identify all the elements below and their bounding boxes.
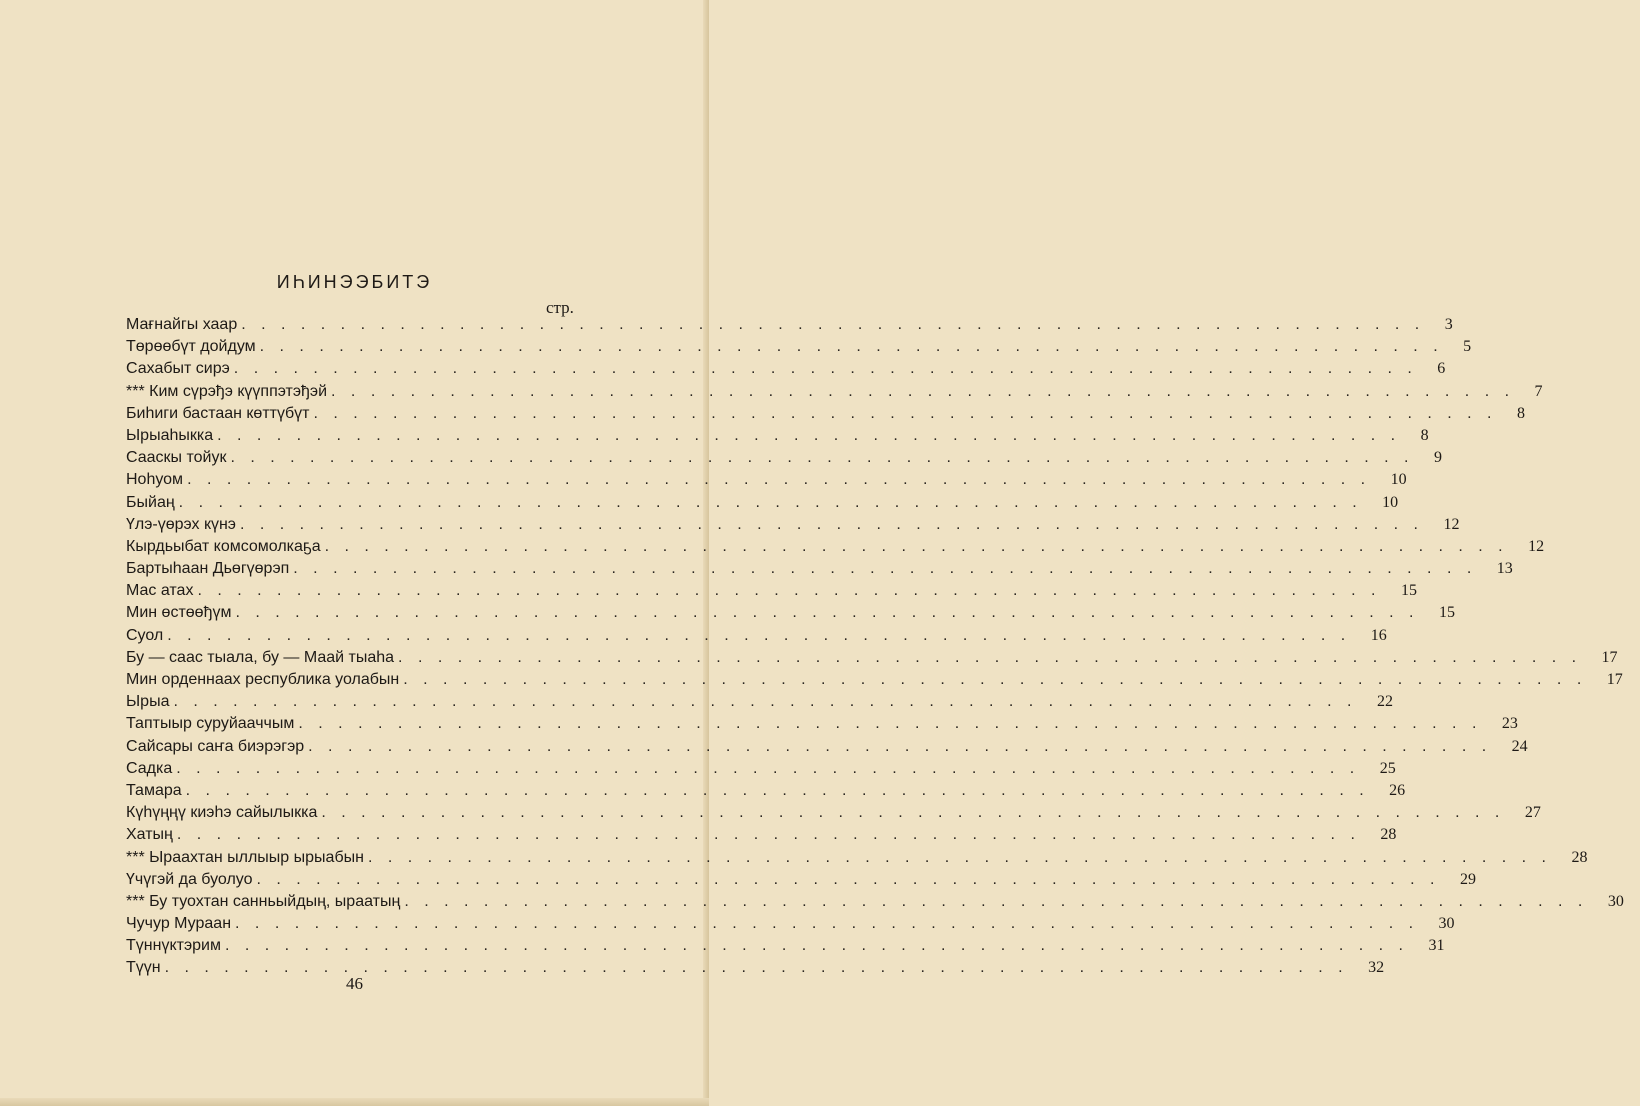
toc-leader-dots: . . . . . . . . . . . . . . . . . . . . . . . . . . . . . . . . . . . . . . . . . . . . . . . . . . . . . . . . . . . . (308, 737, 1492, 755)
toc-entry-page: 9 (1433, 449, 1442, 467)
toc-entry-page: 10 (1390, 471, 1407, 489)
toc-entry-page: 6 (1437, 360, 1446, 378)
toc-entry-title: Ырыа (126, 693, 170, 711)
toc-leader-dots: . . . . . . . . . . . . . . . . . . . . . . . . . . . . . . . . . . . . . . . . . . . . . . . . . . . . . . . . . . . . (398, 648, 1582, 666)
toc-entry (126, 382, 1543, 405)
toc-leader-dots: . . . . . . . . . . . . . . . . . . . . . . . . . . . . . . . . . . . . . . . . . . . . . . . . . . . . . . . . . . . . (178, 493, 1363, 511)
toc-entry-page: 25 (1379, 759, 1396, 777)
toc-entry-page: 13 (1496, 560, 1513, 578)
toc-entry-title: Хатың (126, 826, 173, 844)
toc-entry-title: Чучур Мураан (126, 915, 232, 933)
toc-entry-title: Күһүңңү киэһэ сайылыкка (126, 804, 318, 822)
toc-leader-dots: . . . . . . . . . . . . . . . . . . . . . . . . . . . . . . . . . . . . . . . . . . . . . . . . . . . . . . . . . . . . (187, 471, 1371, 489)
toc-entry (126, 338, 1472, 360)
toc-leader-dots: . . . . . . . . . . . . . . . . . . . . . . . . . . . . . . . . . . . . . . . . . . . . . . . . . . . . . . . . . . . . (331, 382, 1515, 400)
toc-entry-title: Ырыаһыкка (126, 426, 214, 444)
toc-entry-page: 29 (1460, 870, 1476, 888)
toc-leader-dots: . . . . . . . . . . . . . . . . . . . . . . . . . . . . . . . . . . . . . . . . . . . . . . . . . . . . . . . . . . . . (164, 959, 1349, 977)
toc-entry-page: 3 (1444, 316, 1453, 333)
toc-entry (126, 493, 1399, 516)
toc-entry-title: Суол (126, 626, 164, 644)
toc-entry (126, 870, 1476, 893)
toc-entry (126, 316, 1453, 338)
toc-entry-title: Түүн (126, 959, 161, 977)
toc-leader-dots: . . . . . . . . . . . . . . . . . . . . . . . . . . . . . . . . . . . . . . . . . . . . . . . . . . . . . . . . . . . . (256, 870, 1440, 888)
toc-entry-title: Үлэ-үөрэх күнэ (126, 515, 236, 533)
toc-entry-page: 31 (1428, 937, 1445, 955)
toc-entry-title: Садка (126, 759, 173, 777)
toc-leader-dots: . . . . . . . . . . . . . . . . . . . . . . . . . . . . . . . . . . . . . . . . . . . . . . . . . . . . . . . . . . . . (167, 626, 1351, 644)
toc-entry (126, 604, 1455, 626)
toc-entry-title: Сайсары саҥа биэрэгэр (126, 737, 305, 755)
toc-entry-title: Төрөөбүт дойдум (126, 338, 256, 356)
toc-entry-title: Түннүктэрим (126, 937, 221, 955)
toc-entry-page: 30 (1438, 915, 1455, 933)
toc-leader-dots: . . . . . . . . . . . . . . . . . . . . . . . . . . . . . . . . . . . . . . . . . . . . . . . . . . . . . . . . . . . . (239, 515, 1424, 533)
toc-entry-title: *** Ыраахтан ыллыыр ырыабын (126, 848, 364, 866)
toc-entry-page: 7 (1534, 382, 1543, 400)
toc-entry-title: Бартыһаан Дьөгүөрэп (126, 560, 290, 578)
toc-leader-dots: . . . . . . . . . . . . . . . . . . . . . . . . . . . . . . . . . . . . . . . . . . . . . . . . . . . . . . . . . . . . (324, 537, 1509, 555)
toc-entry-page: 16 (1370, 626, 1387, 644)
toc-entry-title: Сахабыт сирэ (126, 360, 230, 378)
toc-entry-title: Мин өстөөђүм (126, 604, 232, 622)
toc-entry (126, 515, 1460, 538)
toc-leader-dots: . . . . . . . . . . . . . . . . . . . . . . . . . . . . . . . . . . . . . . . . . . . . . . . . . . . . . . . . . . . . (313, 404, 1497, 422)
toc-entry-page: 12 (1443, 515, 1460, 533)
toc-entry (126, 449, 1442, 471)
toc-entry-page: 27 (1524, 804, 1541, 822)
toc-entry-title: Үчүгэй да буолуо (126, 870, 253, 888)
toc-entry-page: 5 (1463, 338, 1472, 356)
page-edge-bottom (0, 1098, 709, 1106)
toc-entry (126, 671, 1623, 693)
toc-entry (126, 360, 1446, 382)
toc-entry-page: 22 (1376, 693, 1393, 711)
toc-entry (126, 804, 1541, 826)
toc-entry-title: *** Ким сүрэђэ күүппэтэђэй (126, 382, 328, 400)
table-of-contents (126, 316, 1624, 982)
toc-leader-dots: . . . . . . . . . . . . . . . . . . . . . . . . . . . . . . . . . . . . . . . . . . . . . . . . . . . . . . . . . . . . (403, 671, 1587, 688)
toc-entry (126, 892, 1624, 915)
toc-leader-dots: . . . . . . . . . . . . . . . . . . . . . . . . . . . . . . . . . . . . . . . . . . . . . . . . . . . . . . . . . . . . (321, 804, 1505, 822)
toc-entry-page: 28 (1380, 826, 1397, 844)
toc-entry-page: 15 (1438, 604, 1455, 622)
toc-entry (126, 715, 1518, 737)
toc-entry-title: Таптыыр суруйааччым (126, 715, 295, 733)
toc-entry-title: Тамара (126, 781, 182, 799)
toc-entry (126, 937, 1445, 959)
toc-leader-dots: . . . . . . . . . . . . . . . . . . . . . . . . . . . . . . . . . . . . . . . . . . . . . . . . . . . . . . . . . . . . (367, 848, 1552, 866)
toc-entry-title: Бу — саас тыала, бу — Маай тыаһа (126, 648, 395, 666)
toc-leader-dots: . . . . . . . . . . . . . . . . . . . . . . . . . . . . . . . . . . . . . . . . . . . . . . . . . . . . . . . . . . . . (185, 781, 1370, 799)
toc-leader-dots: . . . . . . . . . . . . . . . . . . . . . . . . . . . . . . . . . . . . . . . . . . . . . . . . . . . . . . . . . . . . (293, 560, 1477, 578)
toc-entry-title: Биһиги бастаан көттүбүт (126, 404, 310, 422)
toc-entry-page: 23 (1501, 715, 1518, 733)
toc-entry-title: Мағнайгы хаар (126, 316, 238, 333)
toc-entry (126, 426, 1429, 449)
toc-entry-page: 17 (1601, 648, 1618, 666)
toc-leader-dots: . . . . . . . . . . . . . . . . . . . . . . . . . . . . . . . . . . . . . . . . . . . . . . . . . . . . . . . . . . . . (404, 892, 1588, 910)
toc-leader-dots: . . . . . . . . . . . . . . . . . . . . . . . . . . . . . . . . . . . . . . . . . . . . . . . . . . . . . . . . . . . . (217, 426, 1401, 444)
toc-entry-page: 17 (1606, 671, 1623, 688)
toc-entry-page: 26 (1389, 781, 1406, 799)
toc-entry-title: *** Бу туохтан санньыйдың, ыраатың (126, 892, 401, 910)
toc-leader-dots: . . . . . . . . . . . . . . . . . . . . . . . . . . . . . . . . . . . . . . . . . . . . . . . . . . . . . . . . . . . . (173, 693, 1357, 711)
toc-leader-dots: . . . . . . . . . . . . . . . . . . . . . . . . . . . . . . . . . . . . . . . . . . . . . . . . . . . . . . . . . . . . (241, 316, 1425, 333)
toc-entry-page: 32 (1368, 959, 1385, 977)
toc-leader-dots: . . . . . . . . . . . . . . . . . . . . . . . . . . . . . . . . . . . . . . . . . . . . . . . . . . . . . . . . . . . . (235, 915, 1419, 933)
toc-entry-page: 10 (1382, 493, 1399, 511)
page-column-label: стр. (546, 298, 574, 317)
toc-entry (126, 560, 1513, 582)
toc-entry (126, 781, 1406, 804)
toc-entry-title: Ноһуом (126, 471, 184, 489)
toc-entry (126, 915, 1455, 937)
toc-entry (126, 848, 1588, 871)
toc-entry (126, 826, 1397, 848)
toc-leader-dots: . . . . . . . . . . . . . . . . . . . . . . . . . . . . . . . . . . . . . . . . . . . . . . . . . . . . . . . . . . . . (176, 759, 1360, 777)
toc-entry-page: 12 (1528, 537, 1545, 555)
toc-entry-page: 8 (1420, 426, 1429, 444)
toc-entry (126, 759, 1396, 782)
toc-entry (126, 582, 1417, 604)
page-number: 46 (346, 974, 363, 993)
toc-leader-dots: . . . . . . . . . . . . . . . . . . . . . . . . . . . . . . . . . . . . . . . . . . . . . . . . . . . . . . . . . . . . (197, 582, 1381, 600)
toc-leader-dots: . . . . . . . . . . . . . . . . . . . . . . . . . . . . . . . . . . . . . . . . . . . . . . . . . . . . . . . . . . . . (298, 715, 1482, 733)
toc-entry-title: Быйаң (126, 493, 175, 511)
toc-entry-page: 8 (1516, 404, 1525, 422)
toc-entry-title: Сааскы тойук (126, 449, 227, 467)
page-title: ИҺИНЭЭБИТЭ (276, 272, 433, 292)
toc-entry-title: Мин орденнаах республика уолабын (126, 671, 400, 688)
toc-leader-dots: . . . . . . . . . . . . . . . . . . . . . . . . . . . . . . . . . . . . . . . . . . . . . . . . . . . . . . . . . . . . (230, 449, 1414, 467)
toc-leader-dots: . . . . . . . . . . . . . . . . . . . . . . . . . . . . . . . . . . . . . . . . . . . . . . . . . . . . . . . . . . . . (224, 937, 1409, 955)
toc-leader-dots: . . . . . . . . . . . . . . . . . . . . . . . . . . . . . . . . . . . . . . . . . . . . . . . . . . . . . . . . . . . . (233, 360, 1418, 378)
toc-entry (126, 471, 1407, 493)
toc-entry-page: 24 (1511, 737, 1528, 755)
toc-entry (126, 626, 1387, 649)
toc-leader-dots: . . . . . . . . . . . . . . . . . . . . . . . . . . . . . . . . . . . . . . . . . . . . . . . . . . . . . . . . . . . . (176, 826, 1361, 844)
toc-entry-title: Кырдьыбат комсомолкаҕа (126, 537, 321, 555)
toc-entry-page: 30 (1607, 892, 1624, 910)
toc-entry (126, 537, 1545, 560)
toc-entry-title: Маc атах (126, 582, 194, 600)
toc-entry (126, 737, 1528, 760)
toc-entry (126, 404, 1525, 427)
toc-entry-page: 15 (1400, 582, 1417, 600)
toc-entry (126, 693, 1393, 715)
toc-entry-page: 28 (1571, 848, 1588, 866)
toc-leader-dots: . . . . . . . . . . . . . . . . . . . . . . . . . . . . . . . . . . . . . . . . . . . . . . . . . . . . . . . . . . . . (259, 338, 1444, 356)
toc-leader-dots: . . . . . . . . . . . . . . . . . . . . . . . . . . . . . . . . . . . . . . . . . . . . . . . . . . . . . . . . . . . . (235, 604, 1419, 622)
toc-entry (126, 648, 1618, 671)
